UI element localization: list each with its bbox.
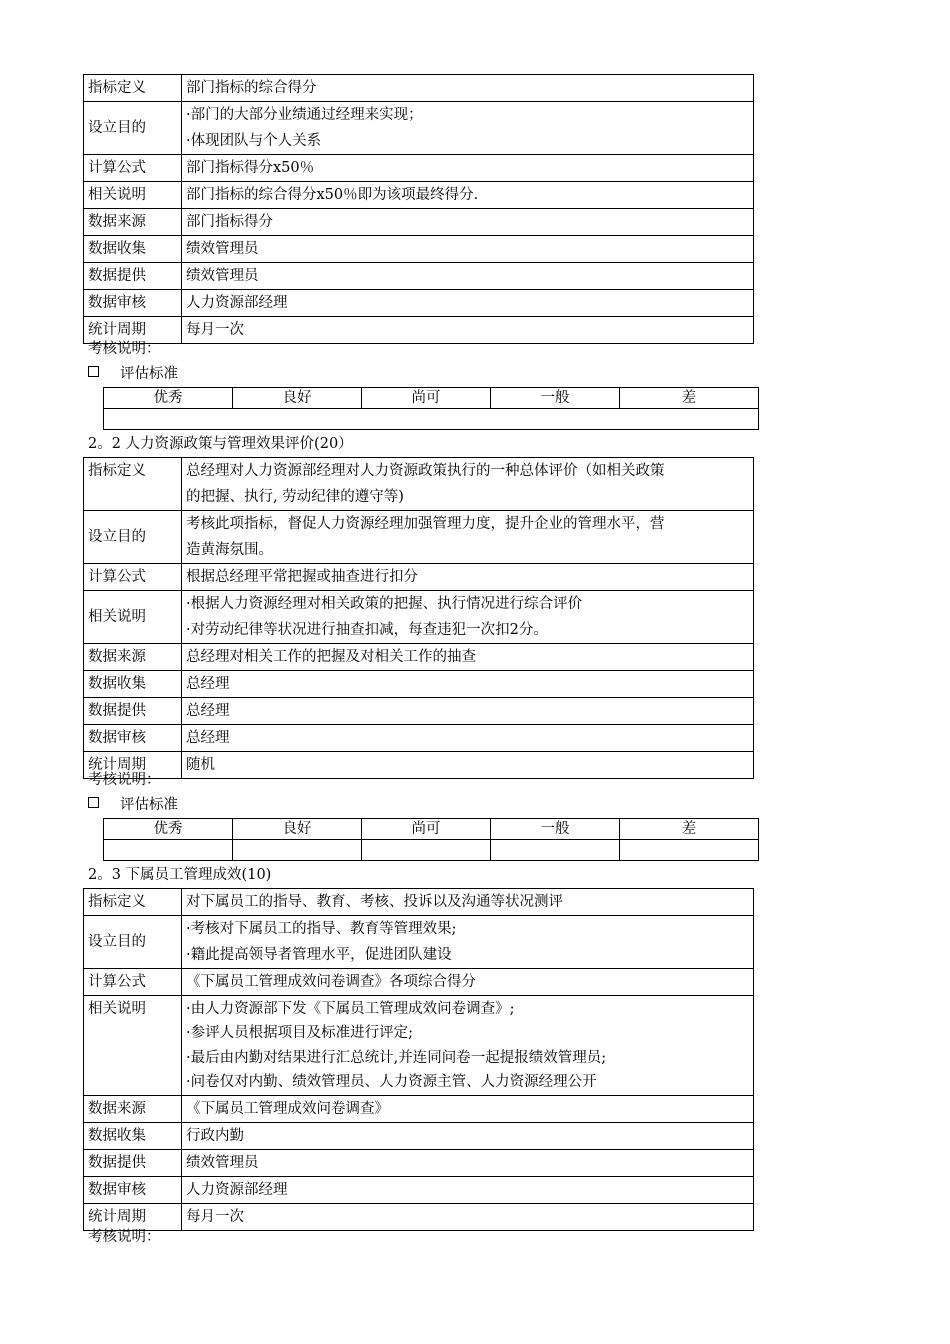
- row-label: 数据提供: [84, 1150, 182, 1177]
- grade-empty-cell: [362, 840, 491, 861]
- row-label: 计算公式: [84, 155, 182, 182]
- row-value: 对下属员工的指导、教育、考核、投诉以及沟通等状况测评: [182, 889, 754, 916]
- grade-fair: 尚可: [362, 388, 491, 409]
- table-row: [84, 916, 754, 969]
- table-row: [84, 996, 754, 1096]
- grade-average: 一般: [491, 388, 620, 409]
- table-row: [84, 263, 754, 290]
- value-line: ·参评人员根据项目及标准进行评定;: [186, 1025, 413, 1041]
- table-row: [84, 1177, 754, 1204]
- table-row: [84, 969, 754, 996]
- row-value: 每月一次: [182, 317, 754, 344]
- grade-value-row: [104, 409, 759, 430]
- row-label: 数据提供: [84, 263, 182, 290]
- table-row: [84, 1096, 754, 1123]
- table-row: [84, 564, 754, 591]
- row-value: 行政内勤: [182, 1123, 754, 1150]
- section-heading: 2。2 人力资源政策与管理效果评价(20）: [88, 436, 353, 452]
- table-row: [84, 644, 754, 671]
- criteria-title: 评估标准: [120, 797, 178, 813]
- row-value: 随机: [182, 752, 754, 779]
- value-line: ·对劳动纪律等状况进行抽查扣减，每查违犯一次扣2分。: [186, 622, 548, 638]
- grade-excellent: 优秀: [104, 388, 233, 409]
- grade-empty-cell: [104, 409, 759, 430]
- table-row: [84, 236, 754, 263]
- row-value: 人力资源部经理: [182, 290, 754, 317]
- value-line: 造黄海氛围。: [186, 542, 273, 558]
- table-row: [84, 591, 754, 644]
- value-line: ·考核对下属员工的指导、教育等管理效果;: [186, 921, 457, 937]
- row-value: [182, 591, 754, 644]
- table-row: [84, 698, 754, 725]
- table-row: [84, 1123, 754, 1150]
- table-row: [84, 1150, 754, 1177]
- grade-empty-cell: [620, 840, 759, 861]
- row-label: 数据来源: [84, 1096, 182, 1123]
- kpi-table-1: [83, 74, 754, 344]
- row-label: 指标定义: [84, 75, 182, 102]
- row-value: 部门指标的综合得分: [182, 75, 754, 102]
- row-value: 绩效管理员: [182, 263, 754, 290]
- table-row: [84, 752, 754, 779]
- value-line: ·问卷仅对内勤、绩效管理员、人力资源主管、人力资源经理公开: [186, 1074, 597, 1090]
- row-value: [182, 916, 754, 969]
- value-line: ·籍此提高领导者管理水平，促进团队建设: [186, 947, 452, 963]
- row-label: 数据审核: [84, 290, 182, 317]
- row-label: 数据收集: [84, 1123, 182, 1150]
- value-line: ·体现团队与个人关系: [186, 133, 322, 149]
- row-value: 总经理: [182, 725, 754, 752]
- row-label: 设立目的: [84, 511, 182, 564]
- row-value: [182, 458, 754, 511]
- value-line: 考核此项指标，督促人力资源经理加强管理力度，提升企业的管理水平，营: [186, 516, 665, 532]
- table-row: [84, 182, 754, 209]
- row-label: 相关说明: [84, 996, 182, 1096]
- row-label: 数据审核: [84, 725, 182, 752]
- value-line: ·由人力资源部下发《下属员工管理成效问卷调查》;: [186, 1000, 515, 1017]
- kpi-table-2: [83, 457, 754, 779]
- row-value: 部门指标得分x50％: [182, 155, 754, 182]
- row-label: 统计周期: [84, 317, 182, 344]
- grade-poor: 差: [620, 819, 759, 840]
- table-row: [84, 889, 754, 916]
- row-label: 设立目的: [84, 102, 182, 155]
- grade-good: 良好: [233, 388, 362, 409]
- grade-excellent: 优秀: [104, 819, 233, 840]
- row-value: [182, 996, 754, 1096]
- grade-table-2: [103, 818, 759, 861]
- row-value: 每月一次: [182, 1204, 754, 1231]
- row-label: 统计周期: [84, 1204, 182, 1231]
- grade-value-row: [104, 840, 759, 861]
- row-label: 数据审核: [84, 1177, 182, 1204]
- table-row: [84, 155, 754, 182]
- row-value: 总经理: [182, 698, 754, 725]
- grade-fair: 尚可: [362, 819, 491, 840]
- table-row: [84, 671, 754, 698]
- assessment-note: 考核说明：: [88, 1229, 161, 1245]
- row-value: 部门指标的综合得分x50％即为该项最终得分.: [182, 182, 754, 209]
- table-row: [84, 317, 754, 344]
- row-value: [182, 102, 754, 155]
- table-row: [84, 1204, 754, 1231]
- row-label: 数据来源: [84, 644, 182, 671]
- row-value: 部门指标得分: [182, 209, 754, 236]
- row-label: 计算公式: [84, 969, 182, 996]
- row-label: 数据收集: [84, 671, 182, 698]
- row-label: 统计周期: [84, 752, 182, 779]
- row-label: 指标定义: [84, 889, 182, 916]
- row-label: 设立目的: [84, 916, 182, 969]
- checkbox-icon: [88, 366, 99, 377]
- row-value: [182, 511, 754, 564]
- value-line: ·部门的大部分业绩通过经理来实现；: [186, 107, 423, 123]
- row-value: 总经理: [182, 671, 754, 698]
- value-line: ·根据人力资源经理对相关政策的把握、执行情况进行综合评价: [186, 596, 583, 612]
- grade-average: 一般: [491, 819, 620, 840]
- row-value: 《下属员工管理成效问卷调查》各项综合得分: [182, 969, 754, 996]
- checkbox-icon: [88, 797, 99, 808]
- row-label: 指标定义: [84, 458, 182, 511]
- table-row: [84, 290, 754, 317]
- grade-header-row: [104, 388, 759, 409]
- table-row: [84, 102, 754, 155]
- row-value: 根据总经理平常把握或抽查进行扣分: [182, 564, 754, 591]
- value-line: 的把握、执行, 劳动纪律的遵守等): [186, 489, 404, 505]
- kpi-table-3: [83, 888, 754, 1231]
- value-line: ·最后由内勤对结果进行汇总统计,并连同问卷一起提报绩效管理员;: [186, 1049, 607, 1066]
- assessment-note: 考核说明：: [88, 772, 161, 788]
- grade-good: 良好: [233, 819, 362, 840]
- row-label: 数据来源: [84, 209, 182, 236]
- grade-empty-cell: [491, 840, 620, 861]
- row-value: 绩效管理员: [182, 236, 754, 263]
- grade-table-1: [103, 387, 759, 430]
- table-row: [84, 458, 754, 511]
- row-label: 数据收集: [84, 236, 182, 263]
- criteria-title: 评估标准: [120, 366, 178, 382]
- criteria-heading: [88, 364, 178, 384]
- row-label: 相关说明: [84, 182, 182, 209]
- criteria-heading: [88, 795, 178, 815]
- grade-empty-cell: [104, 840, 233, 861]
- assessment-note: 考核说明：: [88, 341, 161, 357]
- section-heading: 2。3 下属员工管理成效(10): [88, 867, 272, 883]
- row-value: 《下属员工管理成效问卷调查》: [182, 1096, 754, 1123]
- table-row: [84, 75, 754, 102]
- grade-empty-cell: [233, 840, 362, 861]
- grade-header-row: [104, 819, 759, 840]
- row-value: 绩效管理员: [182, 1150, 754, 1177]
- table-row: [84, 511, 754, 564]
- row-value: 人力资源部经理: [182, 1177, 754, 1204]
- grade-poor: 差: [620, 388, 759, 409]
- row-label: 计算公式: [84, 564, 182, 591]
- table-row: [84, 209, 754, 236]
- row-value: 总经理对相关工作的把握及对相关工作的抽查: [182, 644, 754, 671]
- value-line: 总经理对人力资源部经理对人力资源政策执行的一种总体评价（如相关政策: [186, 463, 665, 479]
- row-label: 相关说明: [84, 591, 182, 644]
- table-row: [84, 725, 754, 752]
- row-label: 数据提供: [84, 698, 182, 725]
